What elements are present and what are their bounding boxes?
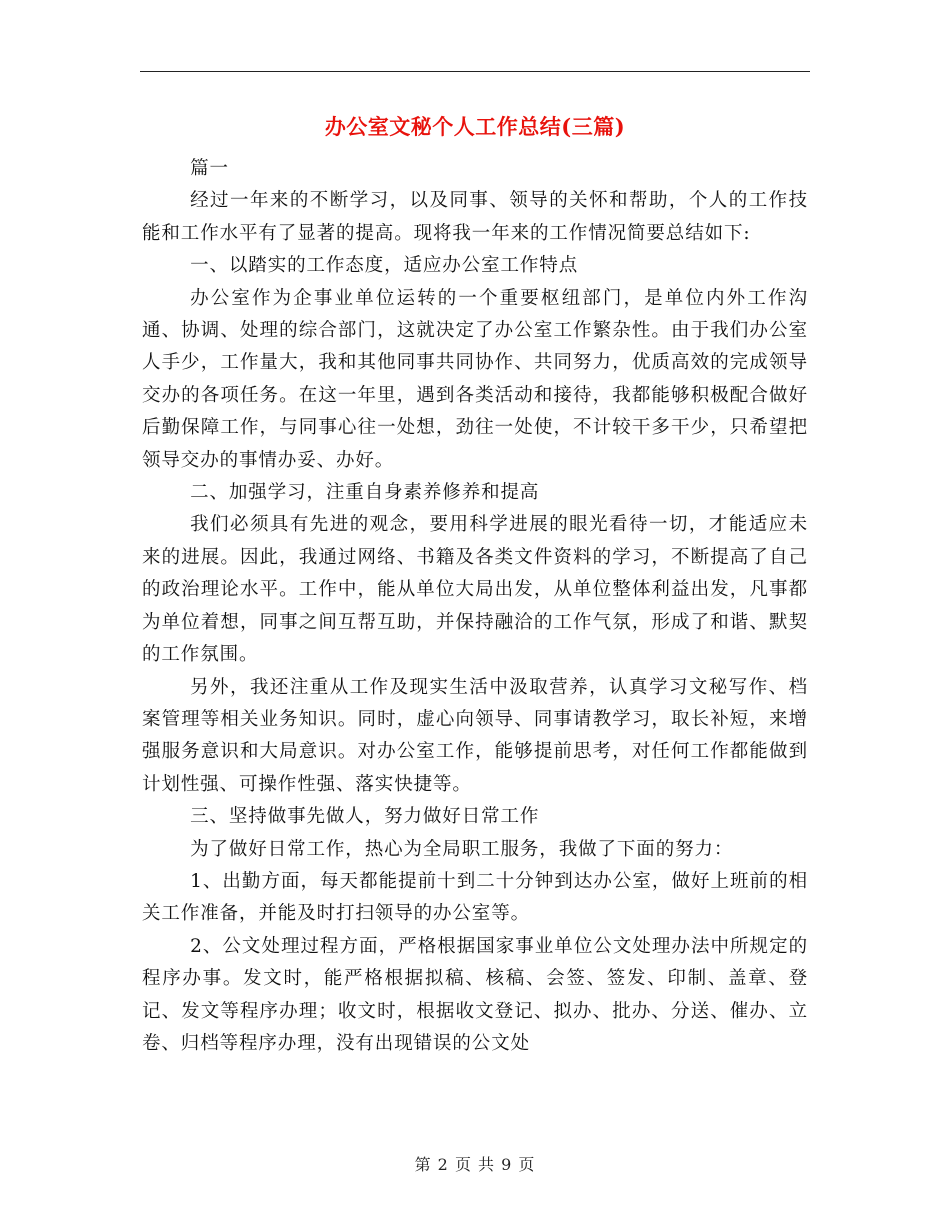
section-heading: 三、坚持做事先做人，努力做好日常工作 [190, 806, 540, 828]
body-paragraph: 办公室作为企事业单位运转的一个重要枢纽部门，是单位内外工作沟通、协调、处理的综合部门，这就决定了办公室工作繁杂性。由于我们办公室人手少，工作量大，我和其他同事共同协作、共同努力，优质高效的完成领导交办的各项任务。在这一年里，遇到各类活动和接待，我都能够积极配合做好后勤保障工作，与同事心往一处想，劲往一处使，不计较干多干少，只希望把领导交办的事情办妥、办好。 [142, 287, 808, 471]
page-number: 第 2 页 共 9 页 [414, 1155, 536, 1174]
section-heading: 二、加强学习，注重自身素养修养和提高 [190, 482, 540, 504]
body-paragraph: 经过一年来的不断学习，以及同事、领导的关怀和帮助，个人的工作技能和工作水平有了显著的提高。现将我一年来的工作情况简要总结如下: [142, 190, 808, 244]
document-title: 办公室文秘个人工作总结(三篇) [324, 114, 626, 139]
list-item: 2、公文处理过程方面，严格根据国家事业单位公文处理办法中所规定的程序办事。发文时，能严格根据拟稿、核稿、会签、签发、印制、盖章、登记、发文等程序办理；收文时，根据收文登记、拟办、批办、分送、催办、立卷、归档等程序办理，没有出现错误的公文处 [142, 935, 808, 1054]
body-paragraph: 为了做好日常工作，热心为全局职工服务，我做了下面的努力： [190, 838, 734, 860]
list-item: 1、出勤方面，每天都能提前十到二十分钟到达办公室，做好上班前的相关工作准备，并能及时打扫领导的办公室等。 [142, 870, 808, 925]
section-heading: 一、以踏实的工作态度，适应办公室工作特点 [190, 255, 579, 277]
body-paragraph: 另外，我还注重从工作及现实生活中汲取营养，认真学习文秘写作、档案管理等相关业务知识。同时，虚心向领导、同事请教学习，取长补短，来增强服务意识和大局意识。对办公室工作，能够提前思考，对任何工作都能做到计划性强、可操作性强、落实快捷等。 [142, 676, 808, 795]
header-rule [140, 71, 810, 72]
body-paragraph: 我们必须具有先进的观念，要用科学进展的眼光看待一切，才能适应未来的进展。因此，我通过网络、书籍及各类文件资料的学习，不断提高了自己的政治理论水平。工作中，能从单位大局出发，从单位整体利益出发，凡事都为单位着想，同事之间互帮互助，并保持融洽的工作气氛，形成了和谐、默契的工作氛围。 [142, 514, 808, 666]
document-body [142, 153, 808, 1060]
section-label: 篇一 [190, 158, 229, 179]
